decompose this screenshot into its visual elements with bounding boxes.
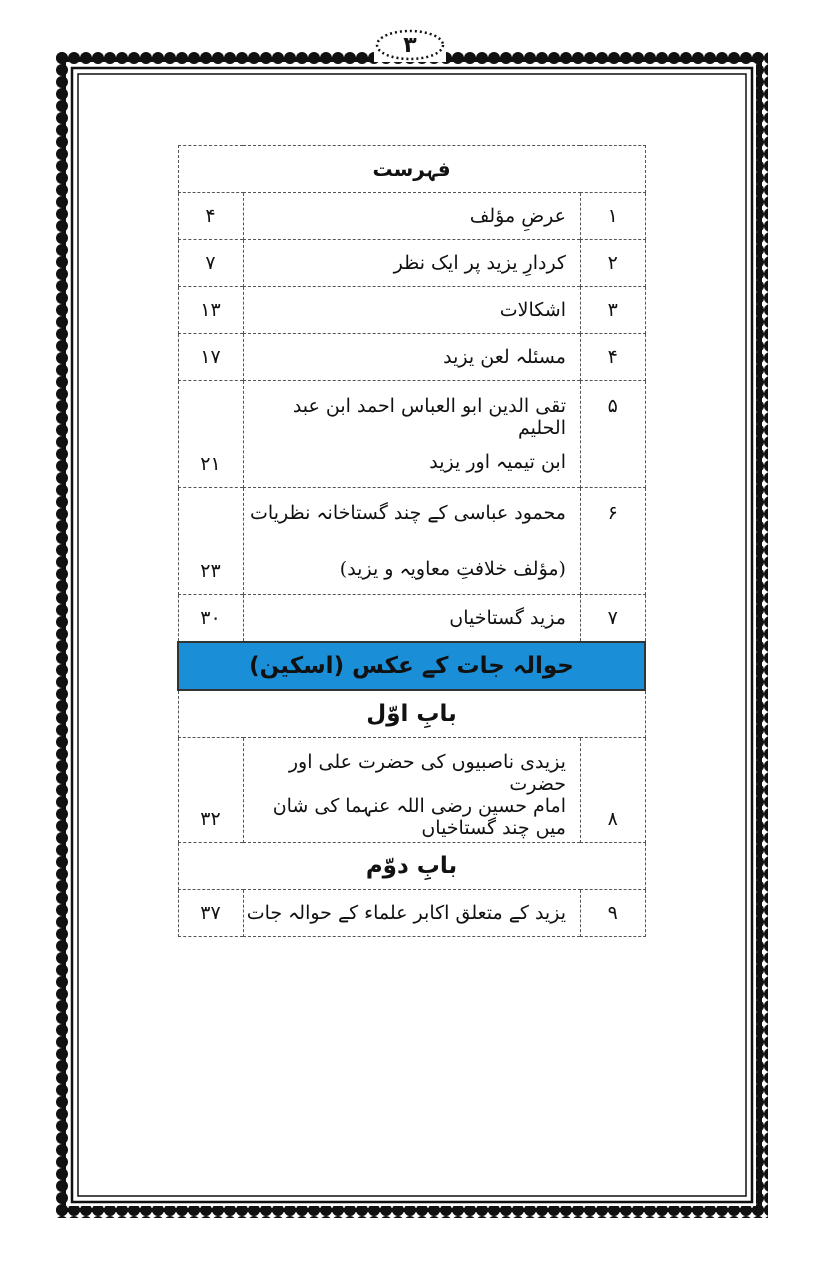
row-topic: مزید گستاخیاں — [243, 595, 580, 643]
chapter-two-heading: بابِ دوّم — [178, 843, 645, 890]
row-topic-line2: ابن تیمیہ اور یزید — [429, 451, 566, 473]
row-topic-line1: یزیدی ناصبیوں کی حضرت علی اور حضرت — [288, 751, 566, 795]
row-page: ۴ — [178, 193, 243, 240]
row-number: ۸ — [580, 738, 645, 843]
row-page: ۲۳ — [178, 488, 243, 595]
toc-title-row — [178, 146, 645, 193]
row-topic: کردارِ یزید پر ایک نظر — [243, 240, 580, 287]
row-number: ۷ — [580, 595, 645, 643]
toc-title: فہرست — [178, 146, 645, 193]
page-number: ۳ — [403, 32, 417, 58]
row-page: ۳۰ — [178, 595, 243, 643]
row-topic — [243, 738, 580, 843]
row-topic — [243, 488, 580, 595]
table-row — [178, 193, 645, 240]
row-page: ۳۲ — [178, 738, 243, 843]
row-number: ۲ — [580, 240, 645, 287]
row-number: ۴ — [580, 334, 645, 381]
row-topic: مسئلہ لعن یزید — [243, 334, 580, 381]
row-number: ۱ — [580, 193, 645, 240]
table-row — [178, 890, 645, 937]
row-page: ۳۷ — [178, 890, 243, 937]
row-number: ۵ — [580, 381, 645, 488]
row-topic: عرضِ مؤلف — [243, 193, 580, 240]
row-topic-line1: تقی الدین ابو العباس احمد ابن عبد الحلیم — [292, 395, 566, 439]
section-scans-row — [178, 642, 645, 690]
chapter-one-heading: بابِ اوّل — [178, 690, 645, 738]
row-number: ۳ — [580, 287, 645, 334]
table-row — [178, 334, 645, 381]
row-topic — [243, 381, 580, 488]
table-of-contents — [177, 145, 646, 937]
row-page: ۲۱ — [178, 381, 243, 488]
table-row — [178, 240, 645, 287]
row-page: ۱۷ — [178, 334, 243, 381]
row-number: ۶ — [580, 488, 645, 595]
table-row — [178, 381, 645, 488]
row-topic: یزید کے متعلق اکابر علماء کے حوالہ جات — [243, 890, 580, 937]
page-number-badge — [374, 28, 446, 62]
table-row — [178, 595, 645, 643]
section-scans-heading: حوالہ جات کے عکس (اسکین) — [178, 642, 645, 690]
row-page: ۱۳ — [178, 287, 243, 334]
table-row — [178, 488, 645, 595]
table-row — [178, 738, 645, 843]
row-number: ۹ — [580, 890, 645, 937]
row-topic-line1: محمود عباسی کے چند گستاخانہ نظریات — [250, 502, 566, 524]
table-row — [178, 287, 645, 334]
row-topic-line2: (مؤلف خلافتِ معاویہ و یزید) — [339, 558, 566, 580]
chapter-two-row — [178, 843, 645, 890]
row-page: ۷ — [178, 240, 243, 287]
chapter-one-row — [178, 690, 645, 738]
row-topic: اشکالات — [243, 287, 580, 334]
row-topic-line2: امام حسین رضی اللہ عنہما کی شان میں چند گستاخیاں — [272, 795, 566, 839]
